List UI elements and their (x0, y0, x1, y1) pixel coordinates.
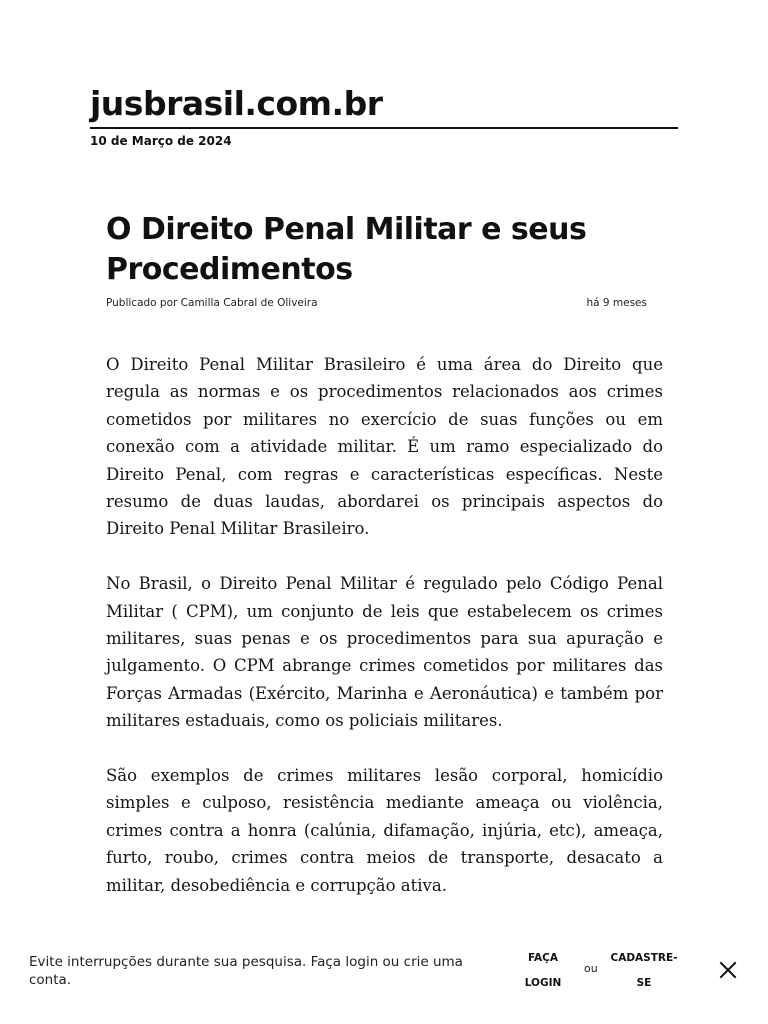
close-icon (716, 958, 740, 982)
article-paragraph: No Brasil, o Direito Penal Militar é regulado pelo Código Penal Militar ( CPM), um conjunto de leis que estabelecem os crimes militares, suas penas e os procedimentos para sua apuração e julgamento. O CPM abrange crimes cometidos por militares das Forças Armadas (Exército, Marinha e Aeronáutica) e também por militares estaduais, como os policiais militares. (106, 574, 663, 731)
article-meta (106, 296, 663, 310)
article-body (106, 351, 663, 899)
article-paragraph: São exemplos de crimes militares lesão corporal, homicídio simples e culposo, resistência mediante ameaça ou violência, crimes contra a honra (calúnia, difamação, injúria, etc), ameaça, furto, roubo, crimes contra meios de transporte, desacato a militar, desobediência e corrupção ativa. (106, 766, 663, 895)
signup-button[interactable] (608, 946, 680, 996)
close-banner-button[interactable] (716, 958, 740, 982)
login-label-line1: FAÇA (528, 952, 558, 964)
site-logo-text[interactable]: jusbrasil.com.br (90, 84, 383, 123)
signup-label-line2: SE (636, 977, 652, 989)
login-label-line2: LOGIN (524, 977, 562, 989)
login-button[interactable] (517, 946, 569, 996)
edition-date: 10 de Março de 2024 (90, 134, 232, 148)
masthead (90, 82, 678, 149)
article (106, 210, 663, 926)
published-time: há 9 meses (586, 297, 647, 309)
banner-or-separator: ou (584, 962, 598, 975)
signup-label-line1: CADASTRE- (610, 952, 678, 964)
login-banner (0, 940, 768, 1010)
banner-message: Evite interrupções durante sua pesquisa. Faça login ou crie uma conta. (29, 954, 463, 988)
article-paragraph: O Direito Penal Militar Brasileiro é uma área do Direito que regula as normas e os procedimentos relacionados aos crimes cometidos por militares no exercício de suas funções ou em conexão com a atividade militar. É um ramo especializado do Direito Penal, com regras e características específicas. Neste resumo de duas laudas, abordarei os principais aspectos do Direito Penal Militar Brasileiro. (106, 355, 663, 539)
article-title: O Direito Penal Militar e seus Procedimentos (106, 212, 587, 287)
masthead-divider (90, 127, 678, 129)
author-line: Publicado por Camilla Cabral de Oliveira (106, 297, 318, 309)
